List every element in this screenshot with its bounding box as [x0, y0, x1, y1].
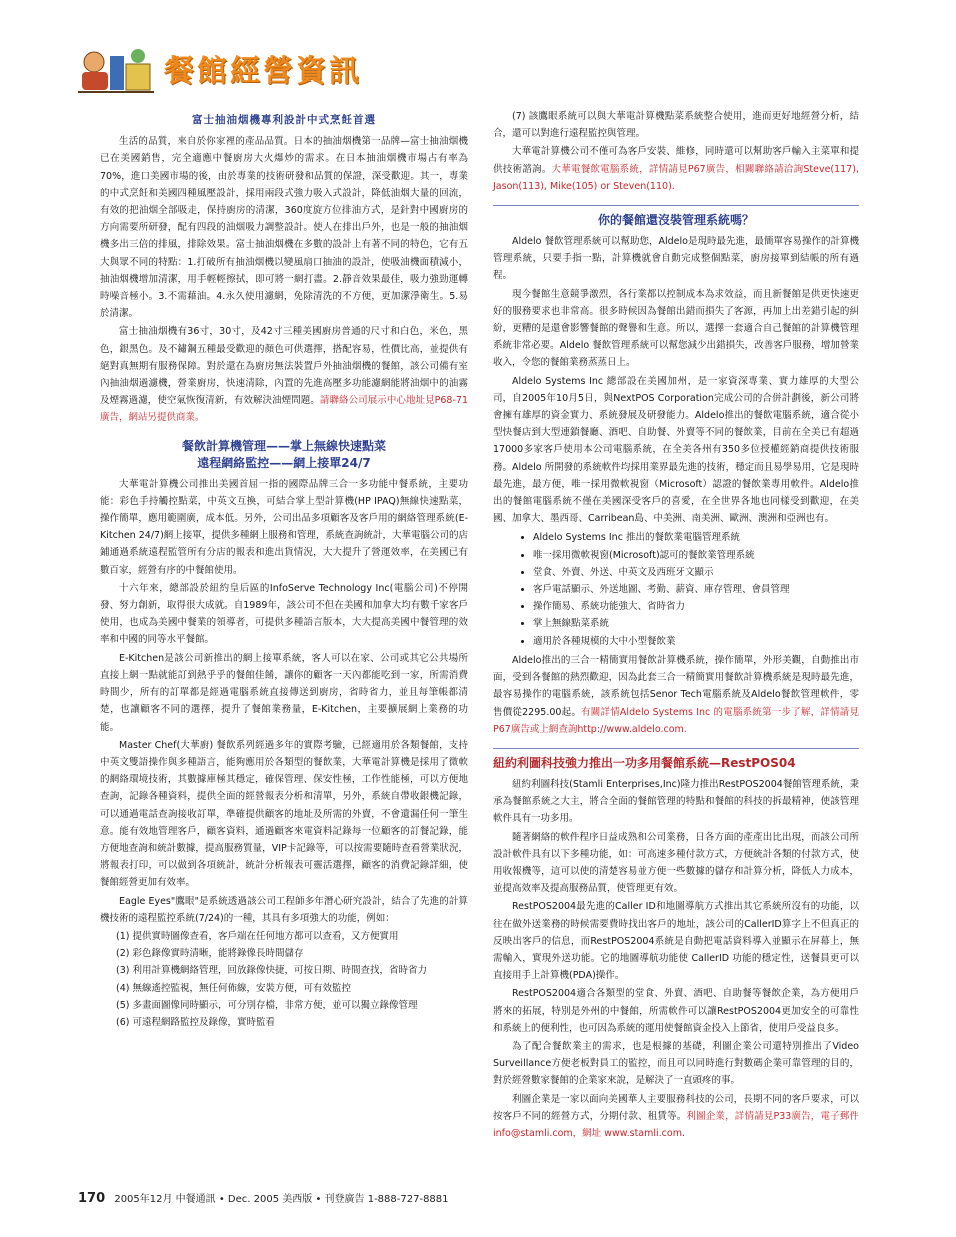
- paragraph: 隨著網絡的軟件程序日益成熟和公司業務，日各方面的產產出比出現，而該公司所設計軟件具有以下多種功能，如：可高速多種付款方式，方便統計各類的付款方式，使用收報機等，這可以使的清楚容易並方便一些數據的儲存和計算分析，降低人力成本，並提高效率及提高服務品質，使管理更有效。: [493, 831, 859, 895]
- paragraph: Aldelo推出的三合一精簡實用餐飲計算機系統，操作簡單，外形美觀，自動推出市面，受到各餐館的熱烈歡迎，因為此套三合一精簡實用餐飲計算機系統是現時最先進，最容易操作的電腦系統，該系統包括Senor Tech電腦系統及Aldelo餐飲管理軟件，零售價從2295.00起。有關詳情Aldelo Systems Inc 的電腦系統第一步了解，詳情請見P67廣告或上網查詢http://www.aldelo.com.: [493, 654, 859, 735]
- contact-note: 大華電餐飲電腦系統，詳情請見P67廣告，相關聯絡請洽詢Steve(117), Jason(113), Mike(105) or Steven(110).: [493, 163, 859, 192]
- paragraph: Eagle Eyes"鷹眼"是系統透過該公司工程師多年潛心研究設計，結合了先進的計算機技術的遠程監控系統(7/24)的一種，其具有多項強大的功能，例如：: [100, 895, 468, 924]
- paragraph: RestPOS2004最先進的Caller ID和地圖導航方式推出其它系統所沒有的功能，以往在做外送業務的時候需要費時找出客戶的地址，該公司的CallerID算字上不但真正的反映出客戶的信息，而RestPOS2004系統是自動把電話資料導入並顯示在屏幕上，無需輸入，實現外送功能。它的地圖導航功能使 CallerID 功能的穩定性，送餐員更可以直接用手上計算機(PDA)操作。: [493, 901, 859, 982]
- footer-text: 2005年12月 中餐通訊 • Dec. 2005 美西版 • 刊登廣告 1-888-727-8881: [114, 1194, 449, 1205]
- paragraph: 利圖企業是一家以面向美國華人主要服務科技的公司，長期不同的客戶要求，可以按客戶不同的經營方式，分期付款、租賃等。利圖企業，詳情請見P33廣告，電子郵件 info@stamli.com，網址 www.stamli.com.: [493, 1093, 859, 1139]
- page-number: 170: [78, 1191, 106, 1206]
- page-footer: [78, 1190, 858, 1206]
- paragraph: 生活的品質，來自於你家裡的產品品質。日本的抽油烟機第一品牌—富士抽油烟機已在美國銷售，完全適應中餐廚房大火爆炒的需求。在日本抽油烟機市場占有率為70%，進口美國市場的後，由於專業的技術研發和品質的保證，深受歡迎。其一，專業的中式烹飪和美國四種風壓設計，採用兩段式強力吸入式設計，降低油烟大量的回流，有效的把油烟全部吸走，保持廚房的清潔，360度旋方位排油方式，是針對中國廚房的方向需要所研發，配有四段的油烟吸力調整設計。使人在排出戶外，也是一般的抽油烟機多出三倍的排風，排除效果。富士抽油烟機在多數的設計上有著不同的特色，它有五大與眾不同的特點：1.打破所有抽油烟機以變風扇口抽油的設計，使吸油機面積減小，抽油烟機增加清潔，用手輕輕擦拭，即可將一網打盡。2.靜音效果最佳，吸力強勁運轉時噪音極小。3.不需藉油。4.永久使用濾網，免除清洗的不方便，更加潔淨衛生。5.易於清潔。: [100, 136, 468, 320]
- paragraph: 十六年來，總部設於紐約皇后區的InfoServe Technology Inc(電腦公司)不停開發、努力創新，取得很大成就。自1989年，該公司不但在美國和加拿大均有數千家客戶使用，也成為美國中餐業的領導者，可提供多種語言版本，大大提高美國中餐管理的效率和中國的同等水平餐館。: [100, 582, 468, 646]
- paragraph: RestPOS2004適合各類型的堂食、外賣、酒吧、自助餐等餐飲企業，為方便用戶將來的拓展，特別是外州的中餐館，所需軟件可以讓RestPOS2004更加安全的可靠性和系統上的便利性，也可因為系統的運用使餐館資金投入上節省，使用戶受益良多。: [493, 988, 859, 1034]
- list-item: (6) 可遠程網路監控及錄像，實時監看: [116, 1016, 275, 1028]
- paragraph: 現今餐館生意競爭激烈，各行業都以控制成本為求效益，而且新餐館是供更快速更好的服務要求也非常高。很多時候因為餐館出錯而損失了客源，再加上出差錯引起的糾紛，更糟的是還會影響餐館的聲譽和生意。所以，選擇一套適合自己餐館的計算機管理系統非常必要。Aldelo 餐飲管理系統可以幫您減少出錯損失，改善客戶服務，增加營業收入，令您的餐館業務蒸蒸日上。: [493, 288, 859, 369]
- paragraph: 富士抽油烟機有36寸，30寸，及42寸三種美國廚房普通的尺寸和白色，米色，黑色，銀黑色。及不鏽鋼五種最受歡迎的顏色可供選擇，搭配容易，性價比高，並提供有絕對真無期有服務保障。對於還在為廚房無法裝置戶外抽油烟機的餐館，該公司備有室內抽油烟過濾機，營業廚房，快速清除，內置的先進高壓多功能濾網能將油烟中的油霧及煙霧過濾，使空氣恢復清新，有效解決油煙問題。請聯絡公司展示中心地址見P68-71廣告，網站另提供商業。: [100, 326, 468, 424]
- feature-list: [100, 928, 468, 1031]
- article-title-restpos: 紐約利圖科技強力推出一功多用餐館系統—RestPOS04: [493, 748, 859, 772]
- list-item: (3) 利用計算機網絡管理，回放錄像快捷，可按日期、時間查找，省時省力: [116, 965, 427, 977]
- list-item: (2) 彩色錄像實時清晰，能將錄像長時間儲存: [116, 948, 304, 960]
- feature-list: [519, 529, 859, 649]
- paragraph: 為了配合餐飲業主的需求，也是根據的基礎，利圖企業公司還特別推出了Video Surveillance方便老板對員工的監控，而且可以同時進行對數碼企業可靠管理的目的，對於經營數家餐館的企業家來說，是解決了一直頭疼的事。: [493, 1040, 859, 1087]
- paragraph: 大華電計算機公司推出美國首屈一指的國際品牌三合一多功能中餐系統，主要功能：彩色手持觸控點菜，中英文互換，可結合掌上型計算機(HP IPAQ)無線快速點菜，操作簡單，應用範圍廣，成本低。另外，公司出品多項顧客及客戶用的網絡管理系統(E-Kitchen 24/7)網上接單，提供多種網上服務和管理，系統查詢統計，大華電腦公司的店鋪通過系統遠程監管所有分店的報表和進出貨情況，大大提升了營運效率，在美國已有數百家，經營有序的中餐館使用。: [100, 478, 468, 576]
- article-title-aldelo: 你的餐館還沒裝管理系統嗎？: [493, 205, 859, 229]
- contact-note: 利圖企業，詳情請見P33廣告，電子郵件 info@stamli.com，網址 www.stamli.com.: [493, 1110, 859, 1139]
- paragraph: (7) 該鷹眼系統可以與大華電計算機點菜系統整合使用，進而更好地經營分析，結合，還可以對進行遠程監控與管理。: [493, 111, 859, 140]
- list-item: (5) 多畫面圖像同時顯示，可分別存檔，非常方便，並可以獨立錄像管理: [116, 999, 418, 1011]
- list-item: • 操作簡易、系統功能強大、省時省力: [533, 598, 859, 615]
- list-item: (1) 提供實時圖像查看，客戶端在任何地方都可以查看，又方便實用: [116, 930, 399, 942]
- contact-note: 請聯絡公司展示中心地址見P68-71廣告，網站另提供商業。: [100, 395, 468, 424]
- paragraph: Aldelo Systems Inc 總部設在美國加州，是一家資深專業、實力雄厚的大型公司，自2005年10月5日，與NextPOS Corporation完成公司的合併計劃後，新公司將會擁有雄厚的資金實力、系統發展及研發能力。Aldelo推出的餐飲電腦系統，適合從小型快餐店到大型連鎖餐廳、酒吧、自助餐、外賣等不同的餐飲業，目前在全美已有超過17000多家客戶使用本公司電腦系統，在全美各州有350多位授權經銷商提供技術服務。Aldelo 所開發的系統軟件均採用業界最先進的技術，穩定而且易學易用，它是現時最先進，最方便，唯一採用微軟視窗（Microsoft）認證的餐飲業專用軟件。Aldelo推出的餐館電腦系統不僅在美國深受客戶的喜愛，在全世界各地也同樣受到歡迎，在美國、加拿大、墨西哥、Carribean島、中美洲、南美洲、歐洲、澳洲和亞洲也有。: [493, 375, 859, 525]
- paragraph: Aldelo 餐飲管理系統可以幫助您，Aldelo是現時最先進，最簡單容易操作的計算機管理系統，只要手指一點，計算機就會自動完成整個點菜，廚房接單到結帳的所有過程。: [493, 236, 859, 282]
- paragraph: Master Chef(大華廚) 餐飲系列經過多年的實際考驗，已經適用於各類餐館，支持中英文雙語操作與多種語言，能夠應用於各類型的餐飲業，大華電計算機是採用了微軟的網絡環境技術，其數據庫極其穩定，確保管理、保安性極，工作性能極，可以方便地查詢，記錄各種資料，提供全面的經營報表分析和清單，另外，系統自帶收銀機記錄，可以通過電話查詢接收訂單，準確提供顧客的地址及所需的外賣，不會遺漏任何一筆生意。能有效地管理客戶，顧客資料，通過顧客來電資料記錄每一位顧客的訂餐記錄，能方便地查詢和統計數據，提高服務質量，VIP卡記錄等，可以按需要隨時查看營業狀況，將報表打印，可以做到各項統計，統計分析報表可靈活選擇，顧客的消費記錄詳細，使餐館經營更加有效率。: [100, 739, 468, 889]
- left-column: [100, 108, 468, 1128]
- list-item: • 適用於各種規模的大中小型餐飲業: [533, 633, 859, 650]
- list-item: (4) 無線遙控監視，無任何佈線，安裝方便，可有效監控: [116, 982, 351, 994]
- restaurant-illustration-icon: [76, 42, 156, 94]
- right-column: [493, 108, 859, 1139]
- list-item: • 掌上無線點菜系統: [533, 615, 859, 632]
- page-header: [76, 36, 476, 96]
- list-item: • 客戶電話顯示、外送地圖、考勤、薪資、庫存管理、會員管理: [533, 581, 859, 598]
- list-item: • 唯一採用微軟視窗(Microsoft)認可的餐飲業管理系統: [533, 547, 859, 564]
- contact-note: 有關詳情Aldelo Systems Inc 的電腦系統第一步了解，詳情請見P67廣告或上網查詢http://www.aldelo.com.: [493, 706, 859, 735]
- section-title: 餐館經營資訊: [164, 54, 362, 89]
- article-title-fuji: 富士抽油烟機專利設計中式烹飪首選: [192, 114, 376, 126]
- list-item: • Aldelo Systems Inc 推出的餐飲業電腦管理系統: [533, 529, 859, 546]
- paragraph: 紐約利圖科技(Stamli Enterprises,Inc)隆力推出RestPOS2004餐館管理系統，秉承為餐館系統之大主，將合全面的餐館管理的特點和餐館的科技的拆最精神，使該管理軟件具有一功多用。: [493, 778, 859, 825]
- paragraph: 大華電計算機公司不僅可為客戶安裝、維修，同時還可以幫助客戶輸入主菜單和提供技術諮詢。大華電餐飲電腦系統，詳情請見P67廣告，相關聯絡請洽詢Steve(117), Jason(113), Mike(105) or Steven(110).: [493, 146, 859, 192]
- paragraph: E-Kitchen是該公司新推出的網上接單系統，客人可以在家、公司或其它公共場所直接上網一點就能訂到熱乎乎的餐館佳餚，讓你的顧客一天內都能吃到一家，所需消費時間少，所有的訂單都是經過電腦系統直接傳送到廚房，省時省力，並且每筆帳都清楚，也讓顧客不同的選擇，提升了餐館業務量，E-Kitchen，主要擴展網上業務的功能。: [100, 652, 468, 733]
- list-item: • 堂食、外賣、外送、中英文及西班牙文顯示: [533, 564, 859, 581]
- article-title-pos: 餐飲計算機管理——掌上無線快速點菜 遠程網絡監控——網上接單24/7: [181, 438, 386, 470]
